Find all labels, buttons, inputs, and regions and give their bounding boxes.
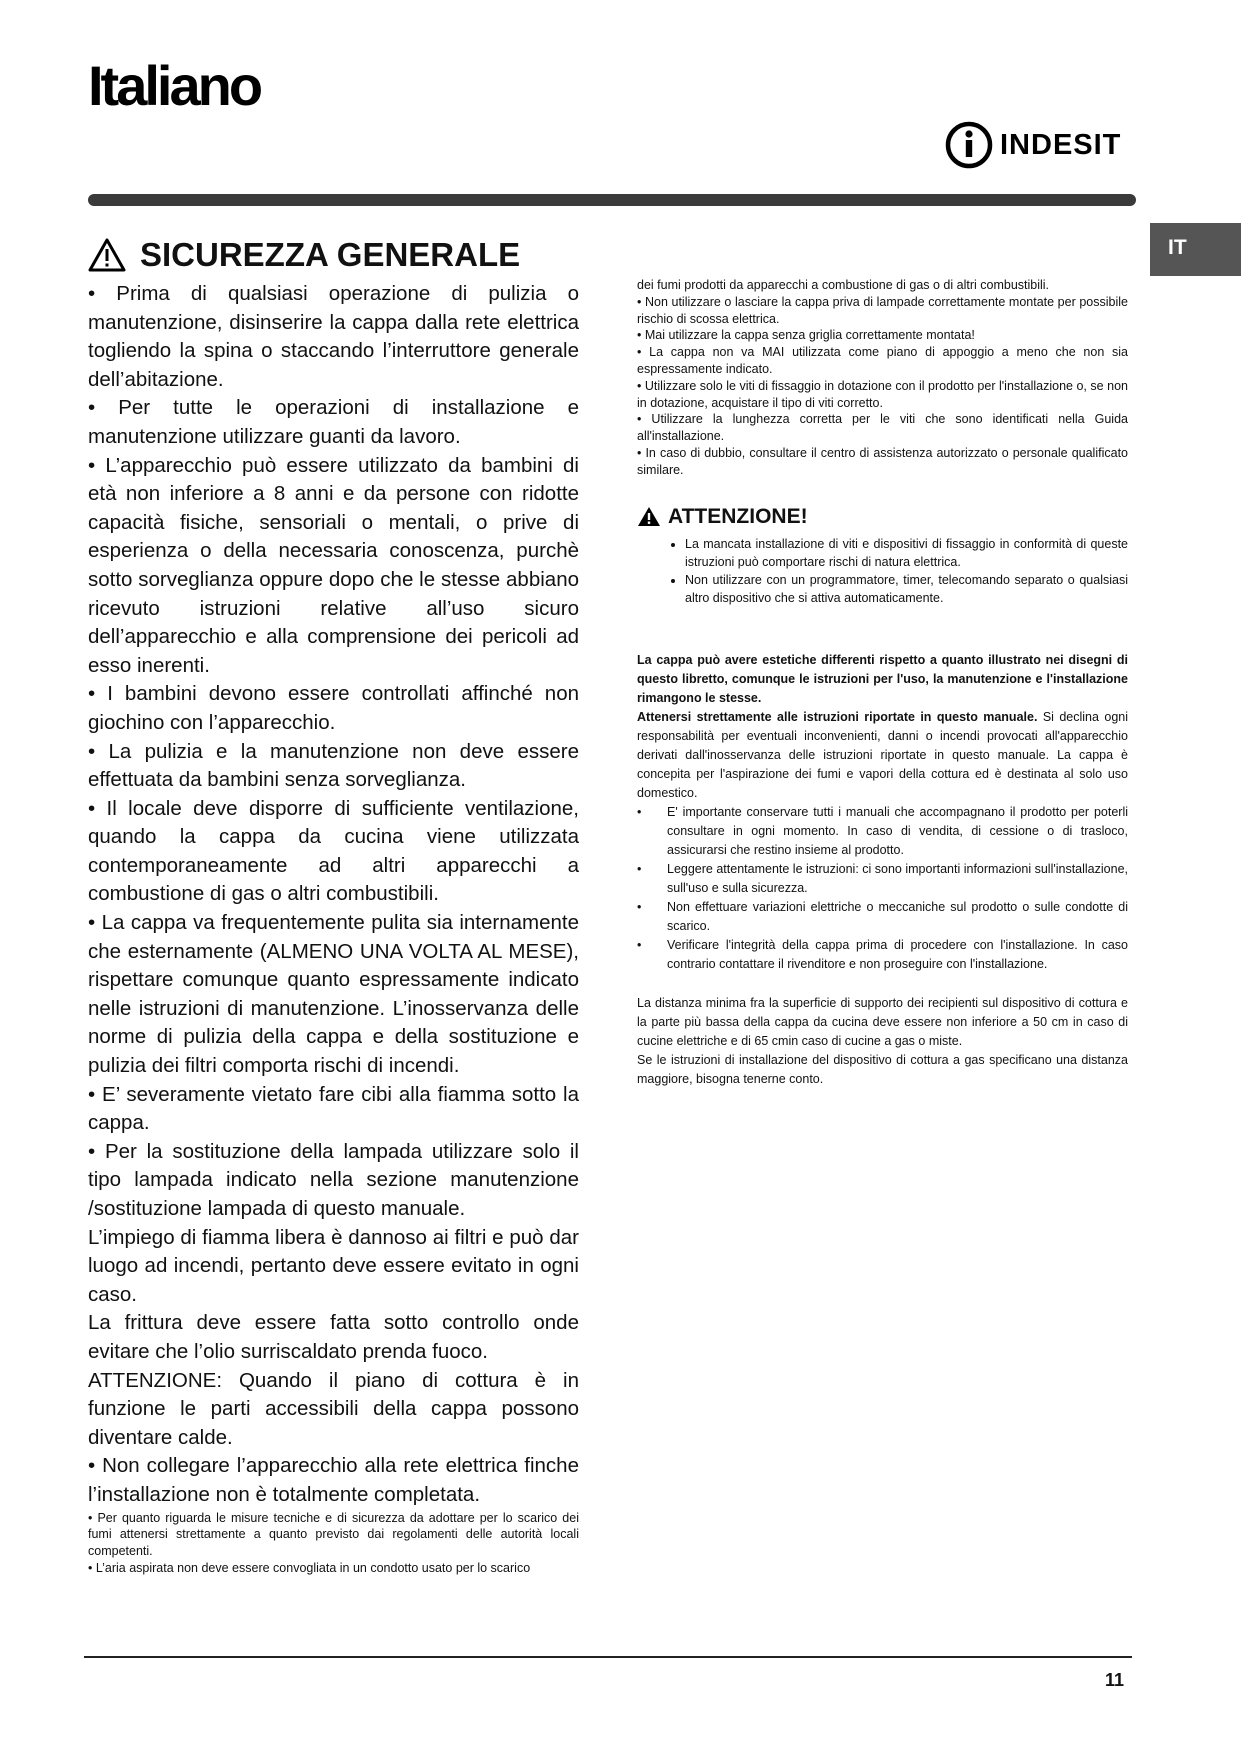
safety-paragraph: • Per tutte le operazioni di installazione e manutenzione utilizzare guanti da lavoro. <box>88 396 579 448</box>
brand-logo <box>944 120 1134 170</box>
section-title-text: SICUREZZA GENERALE <box>140 236 521 273</box>
safety-paragraph: L’impiego di fiamma libera è dannoso ai filtri e può dar luogo ad incendi, pertanto deve essere evitato in ogni caso. <box>88 1225 579 1306</box>
page-number: 11 <box>1105 1670 1125 1690</box>
distance-paragraph: Se le istruzioni di installazione del dispositivo di cottura a gas specificano una distanza maggiore, bisogna tenerne conto. <box>637 1052 1128 1086</box>
safety-small-paragraph: • Per quanto riguarda le misure tecniche e di sicurezza da adottare per lo scarico dei fumi attenersi strettamente a quanto previsto dai regolamenti delle autorità locali competenti. <box>88 1510 579 1559</box>
safety-paragraph: • Per la sostituzione della lampada utilizzare solo il tipo lampada indicato nella sezione manutenzione /sostituzione lampada di questo manuale. <box>88 1139 579 1220</box>
note-paragraph <box>637 708 1128 803</box>
attention-item: • La mancata installazione di viti e dispositivi di fissaggio in conformità di queste istruzioni può comportare rischi di natura elettrica. <box>685 535 1128 571</box>
warning-outline-icon <box>88 238 126 272</box>
continued-paragraph: dei fumi prodotti da apparecchi a combustione di gas o di altri combustibili. <box>637 278 1050 292</box>
attention-title <box>637 505 1128 529</box>
distance-paragraph: La distanza minima fra la superficie di supporto dei recipienti sul dispositivo di cottura e la parte più bassa della cappa da cucina deve essere non inferiore a 50 cm in caso di cucine elettriche e di 65 cmin caso di cucine a gas o miste. <box>637 995 1128 1048</box>
safety-paragraph: • I bambini devono essere controllati affinché non giochino con l’apparecchio. <box>88 682 579 734</box>
distance-block <box>637 994 1128 1089</box>
warning-filled-icon <box>637 506 661 527</box>
note-block <box>637 651 1128 974</box>
section-title <box>88 236 579 274</box>
recommendation-item: • Verificare l'integrità della cappa prima di procedere con l'installazione. In caso contrario contattare il rivenditore e non proseguire con l'installazione. <box>667 936 1128 974</box>
continued-paragraph: • Utilizzare solo le viti di fissaggio in dotazione con il prodotto per l'installazione o, se non in dotazione, acquistare il tipo di viti corretto. <box>637 378 1128 410</box>
attention-title-text: ATTENZIONE! <box>668 504 808 528</box>
safety-paragraph: ATTENZIONE: Quando il piano di cottura è in funzione le parti accessibili della cappa possono diventare calde. <box>88 1368 579 1449</box>
attention-item: • Non utilizzare con un programmatore, timer, telecomando separato o qualsiasi altro dispositivo che si attiva automaticamente. <box>685 571 1128 607</box>
right-column <box>637 277 1128 1089</box>
safety-paragraph: • Non collegare l’apparecchio alla rete elettrica finche l’installazione non è totalmente completata. <box>88 1454 579 1506</box>
safety-paragraph: • E’ severamente vietato fare cibi alla fiamma sotto la cappa. <box>88 1082 579 1135</box>
brand-logo-icon <box>944 120 994 170</box>
language-title: Italiano <box>88 54 261 117</box>
safety-paragraph: La frittura deve essere fatta sotto controllo onde evitare che l’olio surriscaldato prenda fuoco. <box>88 1311 579 1363</box>
note-bold-paragraph: La cappa può avere estetiche differenti rispetto a quanto illustrato nei disegni di questo libretto, comunque le istruzioni per l'uso, la manutenzione e l'installazione rimangono le stesse. <box>637 652 1128 705</box>
recommendation-item: • E' importante conservare tutti i manuali che accompagnano il prodotto per poterli consultare in ogni momento. In caso di vendita, di cessione o di trasloco, assicurarsi che restino insieme al prodotto. <box>667 803 1128 860</box>
safety-small-paragraph: • L’aria aspirata non deve essere convogliata in un condotto usato per lo scarico <box>88 1560 531 1575</box>
recommendations-list <box>637 803 1128 974</box>
note-bold-lead: Attenersi strettamente alle istruzioni riportate in questo manuale. <box>637 709 1038 724</box>
safety-paragraph: • Il locale deve disporre di sufficiente ventilazione, quando la cappa da cucina viene utilizzata contemporaneamente ad altri apparecchi a combustione di gas o altri combustibili. <box>88 796 579 906</box>
recommendation-item: • Non effettuare variazioni elettriche o meccaniche sul prodotto o sulle condotte di scarico. <box>667 898 1128 936</box>
safety-paragraph: • Prima di qualsiasi operazione di pulizia o manutenzione, disinserire la cappa dalla rete elettrica togliendo la spina o staccando l’interruttore generale dell’abitazione. <box>88 282 579 391</box>
safety-paragraph: • La cappa va frequentemente pulita sia internamente che esternamente (ALMENO UNA VOLTA AL MESE), rispettare comunque quanto espressamente indicato nelle istruzioni di manutenzione. L’inosservanza delle norme di pulizia della cappa e della sostituzione e pulizia dei filtri comporta rischi di incendi. <box>88 911 579 1078</box>
continued-paragraph: • In caso di dubbio, consultare il centro di assistenza autorizzato o personale qualificato similare. <box>637 445 1128 477</box>
header-rule <box>88 194 1136 206</box>
brand-name: INDESIT <box>1000 128 1122 161</box>
left-column <box>88 236 579 1577</box>
footer-rule <box>84 1656 1132 1658</box>
note-text: Si declina ogni responsabilità per eventuali inconvenienti, danni o incendi provocati all'apparecchio derivati dall'inosservanza delle istruzioni riportate in questo manuale. La cappa è concepita per l'aspirazione dei fumi e vapori della cottura ed è destinata al solo uso domestico. <box>637 709 1128 800</box>
attention-list <box>637 535 1128 607</box>
continued-paragraph: • Mai utilizzare la cappa senza griglia correttamente montata! <box>637 328 975 343</box>
safety-paragraph: • L’apparecchio può essere utilizzato da bambini di età non inferiore a 8 anni e da persone con ridotte capacità fisiche, sensoriali o mentali, o prive di esperienza o della necessaria conoscenza, purchè sotto sorveglianza oppure dopo che le stesse abbiano ricevuto istruzioni relative all’uso sicuro dell’apparecchio e alla comprensione dei pericoli ad esso inerenti. <box>88 453 579 677</box>
recommendation-item: • Leggere attentamente le istruzioni: ci sono importanti informazioni sull'installazione, sull'uso e sulla sicurezza. <box>667 860 1128 898</box>
language-tab: IT <box>1150 223 1241 276</box>
continued-paragraph: • Non utilizzare o lasciare la cappa priva di lampade correttamente montate per possibile rischio di scossa elettrica. <box>637 294 1128 326</box>
safety-paragraph: • La pulizia e la manutenzione non deve essere effettuata da bambini senza sorveglianza. <box>88 739 579 792</box>
continued-paragraph: • Utilizzare la lunghezza corretta per le viti che sono identificati nella Guida all'installazione. <box>637 412 1128 444</box>
continued-paragraph: • La cappa non va MAI utilizzata come piano di appoggio a meno che non sia espressamente indicato. <box>637 345 1128 376</box>
